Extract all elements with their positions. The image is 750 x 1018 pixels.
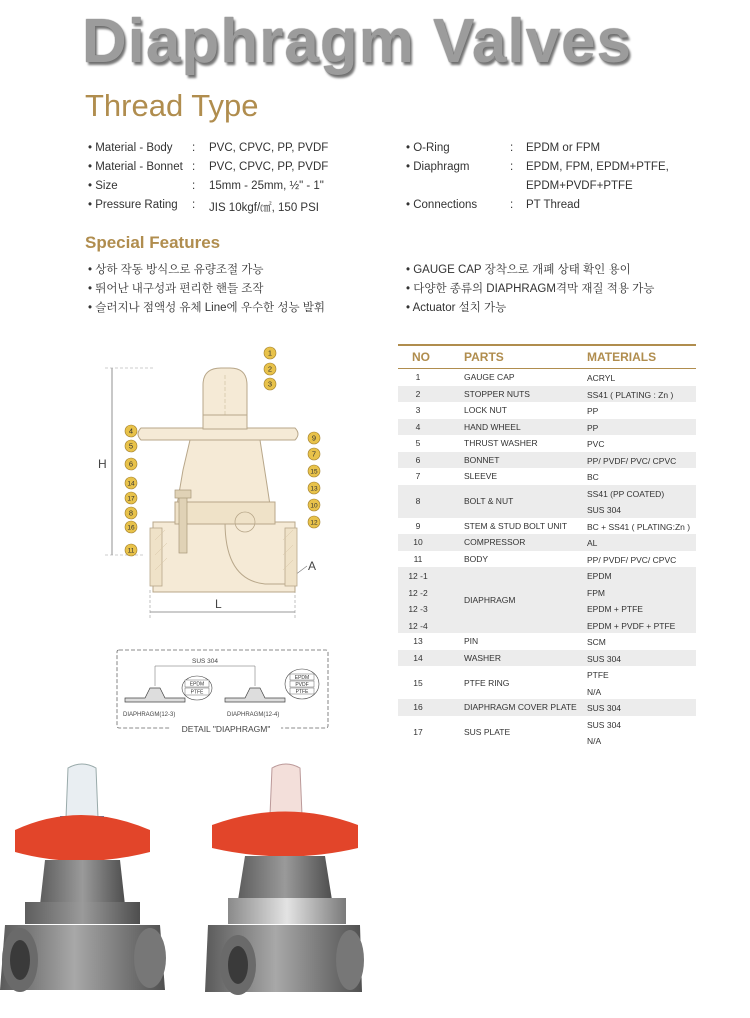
parts-row-no: 6 — [415, 454, 421, 465]
callout-number: 12 — [310, 519, 318, 527]
valve-cross-section-drawing — [95, 340, 385, 625]
spec-label: • Size — [88, 180, 118, 192]
parts-table-row — [398, 419, 696, 436]
parts-row-no: 11 — [413, 553, 423, 564]
parts-row-part: BOLT & NUT — [464, 496, 514, 506]
parts-row-part: DIAPHRAGM — [464, 595, 516, 605]
parts-table-row — [398, 435, 696, 452]
parts-row-material: AL — [587, 538, 598, 548]
callout-number: 11 — [127, 547, 135, 555]
detail-left-label: DIAPHRAGM(12-3) — [123, 712, 176, 718]
spec-row — [406, 199, 706, 215]
callout-number: 13 — [310, 485, 318, 493]
parts-table-row — [398, 386, 696, 403]
parts-row-part: DIAPHRAGM COVER PLATE — [464, 702, 577, 713]
parts-row-part: GAUGE CAP — [464, 372, 515, 383]
parts-row-material: PP — [587, 422, 599, 433]
parts-table-row — [398, 485, 696, 518]
parts-row-no: 16 — [413, 702, 423, 713]
callout-number: 2 — [267, 364, 273, 374]
callout-number: 6 — [128, 459, 134, 469]
parts-row-part: LOCK NUT — [464, 405, 507, 416]
callout-number: 7 — [311, 449, 317, 459]
callout-number: 1 — [267, 348, 273, 358]
callout-number: 16 — [127, 524, 135, 532]
spec-row — [406, 161, 706, 192]
dim-h-label: H — [98, 457, 107, 471]
spec-row — [88, 142, 338, 158]
parts-table-row — [398, 666, 696, 699]
feature-item: • 슬러지나 점액성 유체 Line에 우수한 성능 발휘 — [88, 302, 325, 314]
diaphragm-detail-drawing — [115, 648, 330, 736]
parts-row-material: SUS 304 — [587, 703, 622, 713]
spec-value: JIS 10kgf/㎠, 150 PSI — [209, 202, 319, 214]
valve-photo-right — [205, 764, 364, 995]
parts-table-row — [398, 551, 696, 568]
parts-row-part: PIN — [464, 636, 479, 647]
parts-row-no: 4 — [415, 421, 421, 432]
parts-row-part: PTFE RING — [464, 677, 510, 688]
parts-row-no: 12 -2 — [408, 587, 428, 598]
detail-left-tag-epdm: EPDM — [189, 681, 205, 688]
callout-number: 8 — [128, 508, 134, 518]
spec-colon: : — [192, 199, 196, 211]
spec-value: EPDM, FPM, EPDM+PTFE, — [526, 161, 669, 173]
parts-row-material: SUS 304 — [587, 505, 622, 515]
detail-sus-label: SUS 304 — [191, 658, 219, 665]
parts-row-no: 12 -1 — [408, 571, 428, 581]
parts-row-material: PP/ PVDF/ PVC/ CPVC — [587, 455, 677, 466]
callout-number: 10 — [310, 502, 318, 510]
header-materials: MATERIALS — [587, 350, 657, 364]
feature-item: • GAUGE CAP 장착으로 개폐 상태 확인 용이 — [406, 264, 631, 276]
spec-label: • Material - Body — [88, 142, 173, 154]
callout-number: 3 — [267, 379, 273, 389]
spec-value: 15mm - 25mm, ½" - 1" — [209, 180, 324, 192]
header-parts: PARTS — [464, 350, 504, 364]
parts-row-no: 8 — [415, 496, 421, 506]
feature-item: • Actuator 설치 가능 — [406, 302, 507, 314]
spec-label: • Material - Bonnet — [88, 161, 183, 173]
callout-number: 15 — [310, 468, 318, 476]
spec-colon: : — [510, 161, 514, 173]
parts-row-material: PP — [587, 406, 599, 416]
parts-row-material: SUS 304 — [587, 653, 622, 664]
parts-row-material: EPDM + PTFE — [587, 604, 643, 614]
parts-materials-table — [398, 344, 696, 749]
dim-l-label: L — [215, 597, 222, 611]
spec-value: PT Thread — [526, 199, 580, 211]
detail-title: DETAIL "DIAPHRAGM" — [181, 724, 271, 734]
spec-label: • Connections — [406, 199, 478, 211]
parts-row-material: SS41 (PP COATED) — [587, 488, 665, 499]
product-photos — [0, 760, 400, 1018]
detail-left-tag-ptfe: PTFE — [190, 689, 204, 696]
spec-label: • Diaphragm — [406, 161, 470, 173]
page-subtitle: Thread Type — [85, 88, 259, 123]
parts-row-part: STOPPER NUTS — [464, 388, 530, 399]
parts-table-row — [398, 402, 696, 419]
parts-row-material: N/A — [587, 736, 602, 746]
detail-right-label: DIAPHRAGM(12-4) — [227, 712, 280, 718]
callout-number: 5 — [128, 441, 134, 451]
spec-colon: : — [192, 161, 196, 173]
feature-item: • 뛰어난 내구성과 편리한 핸들 조작 — [88, 283, 264, 295]
detail-right-tag-epdm: EPDM — [294, 675, 310, 681]
callout-number: 17 — [127, 495, 135, 503]
parts-row-material: ACRYL — [587, 373, 616, 383]
spec-colon: : — [192, 142, 196, 154]
parts-row-part: BODY — [464, 553, 489, 564]
parts-table-body — [398, 369, 696, 749]
parts-row-part: HAND WHEEL — [464, 421, 521, 432]
detail-right-tag-ptfe: PTFE — [295, 689, 309, 695]
spec-value: EPDM or FPM — [526, 142, 601, 154]
parts-row-part: COMPRESSOR — [464, 537, 526, 548]
page-title: Diaphragm Valves — [82, 7, 633, 76]
spec-row — [406, 142, 706, 158]
parts-row-no: 13 — [413, 636, 423, 647]
parts-row-material: N/A — [587, 686, 602, 697]
parts-row-part: SUS PLATE — [464, 727, 511, 737]
parts-row-material: PVC — [587, 439, 605, 449]
spec-row — [88, 161, 338, 177]
parts-row-no: 14 — [413, 652, 423, 663]
parts-table-row — [398, 567, 696, 633]
parts-row-material: FPM — [587, 587, 605, 598]
parts-row-material: SCM — [587, 637, 606, 647]
parts-table-row — [398, 699, 696, 716]
spec-colon: : — [192, 180, 196, 192]
spec-value-line2: EPDM+PVDF+PTFE — [526, 180, 633, 192]
parts-row-no: 10 — [413, 537, 423, 548]
parts-row-part: WASHER — [464, 652, 501, 663]
parts-row-part: THRUST WASHER — [464, 438, 538, 449]
parts-table-row — [398, 716, 696, 749]
spec-colon: : — [510, 199, 514, 211]
parts-table-row — [398, 518, 696, 535]
parts-table-row — [398, 452, 696, 469]
callout-number: 4 — [128, 426, 134, 436]
parts-row-part: SLEEVE — [464, 471, 498, 482]
parts-row-no: 5 — [415, 438, 421, 449]
parts-row-material: BC — [587, 472, 599, 482]
parts-row-no: 2 — [415, 388, 421, 399]
parts-row-material: PTFE — [587, 670, 609, 680]
parts-row-material: SS41 ( PLATING : Zn ) — [587, 389, 674, 400]
parts-table-row — [398, 650, 696, 667]
detail-right-tag-pvdf: PVDF — [295, 682, 309, 688]
dim-a-label: A — [308, 559, 317, 573]
spec-row — [88, 199, 338, 215]
parts-row-material: EPDM — [587, 571, 612, 581]
spec-colon: : — [510, 142, 514, 154]
parts-table-row — [398, 468, 696, 485]
spec-label: • O-Ring — [406, 142, 450, 154]
spec-label: • Pressure Rating — [88, 199, 178, 211]
special-features-title: Special Features — [85, 233, 221, 252]
parts-table-header — [398, 344, 696, 369]
spec-value: PVC, CPVC, PP, PVDF — [209, 142, 329, 154]
callout-number: 9 — [311, 433, 317, 443]
spec-value: PVC, CPVC, PP, PVDF — [209, 161, 329, 173]
parts-row-part: STEM & STUD BOLT UNIT — [464, 520, 568, 531]
parts-table-row — [398, 369, 696, 386]
spec-row — [88, 180, 338, 196]
parts-table-row — [398, 534, 696, 551]
parts-table-row — [398, 633, 696, 650]
feature-item: • 다양한 종류의 DIAPHRAGM격막 재질 적용 가능 — [406, 283, 655, 295]
parts-row-material: BC + SS41 ( PLATING:Zn ) — [587, 521, 691, 532]
callout-number: 14 — [127, 480, 135, 488]
feature-item: • 상하 작동 방식으로 유량조절 가능 — [88, 264, 264, 276]
valve-photo-left — [0, 764, 166, 992]
parts-row-no: 12 -3 — [408, 604, 428, 614]
parts-row-part: BONNET — [464, 454, 500, 465]
parts-row-no: 7 — [415, 471, 421, 482]
parts-row-material: EPDM + PVDF + PTFE — [587, 620, 676, 631]
parts-row-no: 12 -4 — [408, 620, 428, 631]
parts-row-no: 9 — [415, 520, 421, 531]
parts-row-material: SUS 304 — [587, 719, 622, 730]
parts-row-no: 3 — [415, 405, 421, 416]
header-no: NO — [412, 350, 430, 364]
parts-row-no: 15 — [413, 677, 423, 688]
parts-row-material: PP/ PVDF/ PVC/ CPVC — [587, 554, 677, 565]
parts-row-no: 1 — [415, 372, 421, 383]
parts-row-no: 17 — [413, 727, 423, 737]
